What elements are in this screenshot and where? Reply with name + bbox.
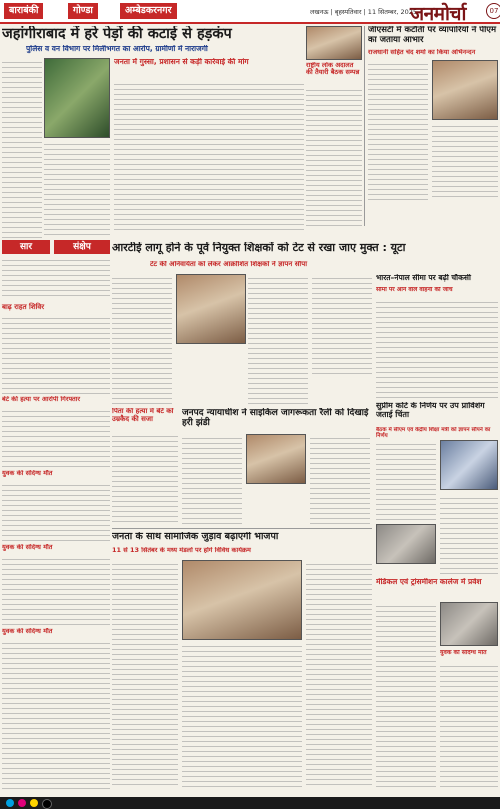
story-2-body <box>114 80 304 230</box>
story-13-headline: युवक की संदिग्ध मौत <box>2 544 53 551</box>
story-5-body-col3 <box>312 274 372 374</box>
story-11-body <box>376 440 436 520</box>
story-3-photo <box>306 26 362 60</box>
story-11-subhead: बैठक में सीएम एवं केंद्रीय शिक्षा मंत्री को ज्ञापन सौंपने का निर्णय <box>376 427 491 439</box>
story-7-body <box>2 314 110 394</box>
story-15-subhead: 11 से 13 सितंबर के मध्य मंडलों पर होंगे विविध कार्यक्रम <box>112 547 251 554</box>
story-17-photo <box>440 602 498 646</box>
story-6-body <box>376 298 498 398</box>
lead-body-col1 <box>2 58 42 238</box>
newspaper-logo: जनमोर्चा <box>410 3 466 25</box>
story-10-body-col3 <box>310 434 370 524</box>
saar-box-title: सार <box>2 240 50 254</box>
column-rule <box>364 26 365 226</box>
lead-body-col2 <box>44 140 110 238</box>
story-10-photo <box>246 434 306 484</box>
city-tag-ambedkarnagar: अम्बेडकरनगर <box>120 3 177 19</box>
story-15-body-col1 <box>112 560 178 788</box>
lead-headline: जहांगीराबाद में हरे पेड़ों की कटाई से हड़कंप <box>2 26 232 42</box>
story-6-headline: भारत–नेपाल सीमा पर बढ़ी चौकसी <box>376 274 471 282</box>
story-5-body-col2 <box>248 274 308 404</box>
story-12-headline: युवक की संदिग्ध मौत <box>2 470 53 477</box>
page-number: 07 <box>486 3 500 19</box>
story-5-subhead: टेट की अनिवार्यता को लेकर आक्रोशित शिक्षकों ने ज्ञापन सौंपा <box>150 261 308 268</box>
magenta-swatch-icon <box>18 799 26 807</box>
story-16-body <box>376 602 436 788</box>
story-7-kicker: बाढ़ राहत शिविर <box>2 303 45 311</box>
story-12-body <box>2 481 110 541</box>
story-15-photo <box>182 560 302 640</box>
city-tag-barabanki: बाराबंकी <box>4 3 43 19</box>
story-8-headline: बेटे की हत्या पर आरोपी गिरफ्तार <box>2 396 81 403</box>
story-13-body <box>2 555 110 625</box>
story-15-headline: जनता के साथ सामाजिक जुड़ाव बढ़ाएगी भाजपा <box>112 532 279 542</box>
story-9-body <box>112 432 178 522</box>
story-4-photo <box>432 60 498 120</box>
story-4-body-col1 <box>368 60 428 200</box>
story-10-headline: जनपद न्यायाधीश ने साइकिल जागरूकता रैली को दिखाई हरी झंडी <box>182 408 369 429</box>
story-9-headline: पिता की हत्या में बेटे को उम्रकैद की सजा <box>112 408 174 423</box>
story-5-photo <box>176 274 246 344</box>
story-10-body-col1 <box>182 434 242 524</box>
cyan-swatch-icon <box>6 799 14 807</box>
story-4-headline: जीएसटी में कटौती पर व्यापारियों ने पीएम का जताया आभार <box>368 26 497 45</box>
story-16-photo <box>376 524 436 564</box>
yellow-swatch-icon <box>30 799 38 807</box>
story-2-headline: जनता में गुस्सा, प्रशासन से कड़ी कार्रवाई की मांग <box>114 58 249 66</box>
story-17-headline: युवक की संदिग्ध मौत <box>440 650 487 656</box>
story-11-body-col2 <box>440 494 498 574</box>
story-15-body-col3 <box>306 560 372 788</box>
dateline: लखनऊ | बृहस्पतिवार | 11 सितम्बर, 2025 <box>310 8 418 16</box>
story-5-body-col1 <box>112 274 172 404</box>
story-4-subhead: राजधानी सहित चंद शर्मा का किया अभिनन्दन <box>368 49 476 56</box>
city-tag-gonda: गोण्डा <box>68 3 98 19</box>
story-11-headline: सुप्रीम कोर्ट के निर्णय पर उप प्राविशंग जताई चिंता <box>376 402 485 419</box>
sankshep-box-title: संक्षेप <box>54 240 110 254</box>
story-5-headline: आरटीई लागू होने के पूर्व नियुक्त शिक्षकों को टेट से रखा जाए मुक्त : यूटा <box>112 242 406 254</box>
story-3-headline: राष्ट्रीय लोक अदालत की तैयारी बैठक सम्पन्न <box>306 62 360 77</box>
story-8-body <box>2 407 110 467</box>
print-registration-bar <box>0 797 500 809</box>
story-14-headline: युवक की संदिग्ध मौत <box>2 628 53 635</box>
story-6-subhead: सीमा पर आने वाले वाहनों की जांच <box>376 287 453 293</box>
lead-photo <box>44 58 110 138</box>
story-15-body-col2 <box>182 642 302 788</box>
story-17-body <box>440 662 498 788</box>
story-11-photo <box>440 440 498 490</box>
story-3-body <box>306 86 362 226</box>
story-4-body-col2 <box>432 122 498 200</box>
masthead <box>0 0 500 24</box>
black-swatch-icon <box>42 799 52 809</box>
story-16-headline: मेडिकल एवं ट्रांसमीशन कालेज में प्रवेश <box>376 578 482 586</box>
lead-subhead: पुलिस व वन विभाग पर मिलीभगत का आरोप, ग्रामीणों में नाराजगी <box>26 45 208 53</box>
section-rule <box>112 528 372 529</box>
brief-1-body <box>2 256 110 300</box>
story-14-body <box>2 639 110 789</box>
